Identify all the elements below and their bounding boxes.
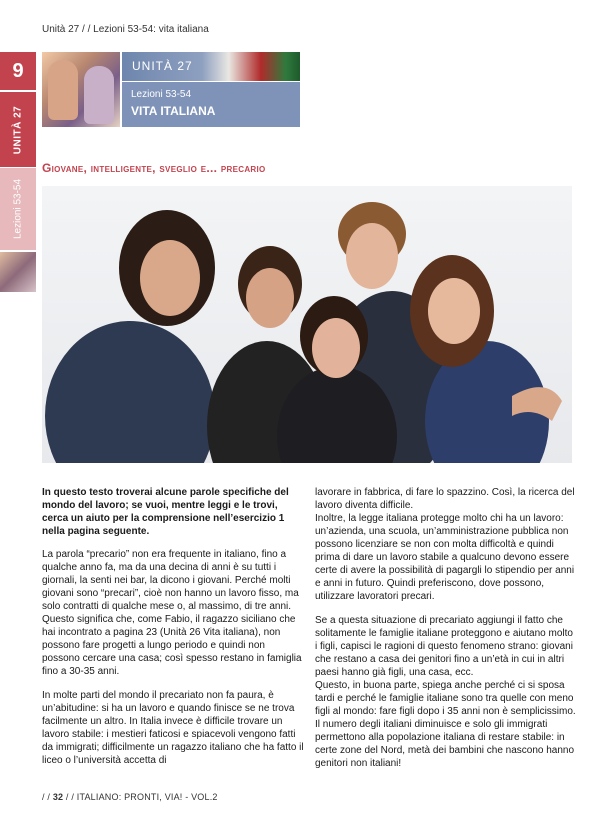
lesson-title: VITA ITALIANA <box>131 104 216 118</box>
page-number: 32 <box>52 792 64 802</box>
left-column <box>42 548 304 767</box>
footer-separator: / / <box>42 792 53 802</box>
right-column <box>315 486 577 770</box>
unit-banner <box>122 52 300 81</box>
paragraph: Se a questa situazione di precariato aggiungi il fatto che solitamente le famiglie italiane proteggono e aiutano molto i figli, capisci le ragioni di questo fenomeno strano: giovani che restano a casa dei genitori fino a un’età in cui in altri paesi hanno già figli, una casa, ecc. <box>315 615 573 678</box>
paragraph: Questo significa che, come Fabio, il ragazzo siciliano che hai incontrato a pagina 23 (Unità 26 Vita italiana), non possono fare progetti a lungo periodo e quindi non possono cercare una casa; così spesso restano in famiglia fino a 30-35 anni. <box>42 614 302 677</box>
lesson-box <box>122 82 300 127</box>
header-photo-person <box>84 66 114 124</box>
paragraph: Questo, in buona parte, spiega anche perché ci si sposa tardi e perché le famiglie italiane sono tra quelle con meno figli al mondo: fare figli dopo i 35 anni non è semplicissimo. <box>315 680 576 717</box>
side-tab-number: 9 <box>0 52 36 90</box>
paragraph: Il numero degli italiani diminuisce e solo gli immigrati permettono alla popolazione italiana di restare stabile: in certe zone del Nord, metà dei bambini che nascono hanno genitori non italiani! <box>315 719 575 769</box>
unit-label: UNITÀ 27 <box>132 59 193 73</box>
header-photo-person <box>48 60 78 120</box>
side-tab-unit <box>0 92 36 167</box>
intro-text: In questo testo troverai alcune parole specifiche del mondo del lavoro; se vuoi, mentre leggi e le trovi, cerca un aiuto per la comprensione nell’esercizio 1 nella pagina seguente. <box>42 487 289 537</box>
side-tab-lessons-label: Lezioni 53-54 <box>12 178 24 240</box>
running-head: Unità 27 / / Lezioni 53-54: vita italiana <box>42 24 209 35</box>
footer-separator: / / <box>63 792 77 802</box>
side-tab-lessons <box>0 168 36 250</box>
paragraph: La parola “precario” non era frequente in italiano, fino a qualche anno fa, ma da una decina di anni è su tutti i giornali, la senti nei bar, la dicono i giovani. Perché molti giovani sono “precari”, cioè non hanno un lavoro fisso, ma solo contratti di qualche mese o, al massimo, di tre anni. <box>42 549 299 612</box>
paragraph: In molte parti del mondo il precariato non fa paura, è un’abitudine: si ha un lavoro e quando finisce se ne trova facilmente un altro. In Italia invece è difficile trovare un lavoro stabile: i mestieri faticosi e spiacevoli vengono fatti da immigrati; difficilmente un ragazzo italiano che ha fatto il liceo o l’università accetta di <box>42 690 304 766</box>
section-title: Giovane, intelligente, sveglio e... precario <box>42 161 266 175</box>
side-thumbnail <box>0 252 36 292</box>
paragraph: lavorare in fabbrica, di fare lo spazzino. Così, la ricerca del lavoro diventa difficile. <box>315 487 575 511</box>
book-title: ITALIANO: PRONTI, VIA! - VOL.2 <box>76 792 218 802</box>
lesson-range: Lezioni 53-54 <box>131 89 192 100</box>
group-photo <box>42 186 572 463</box>
side-tab-unit-label: UNITÀ 27 <box>12 105 24 154</box>
page-footer <box>42 792 218 802</box>
header-photo <box>42 52 120 127</box>
paragraph: Inoltre, la legge italiana protegge molto chi ha un lavoro: un’azienda, una scuola, un’amministrazione pubblica non possono licenziare se non con molta difficoltà e quindi prima di dare un lavoro stabile a qualcuno devono essere certe di avere la possibilità di pagargli lo stipendio per anni e anni in futuro. Quindi preferiscono, dove possono, utilizzare lavoratori precari. <box>315 513 575 602</box>
group-photo-illustration <box>42 186 572 463</box>
